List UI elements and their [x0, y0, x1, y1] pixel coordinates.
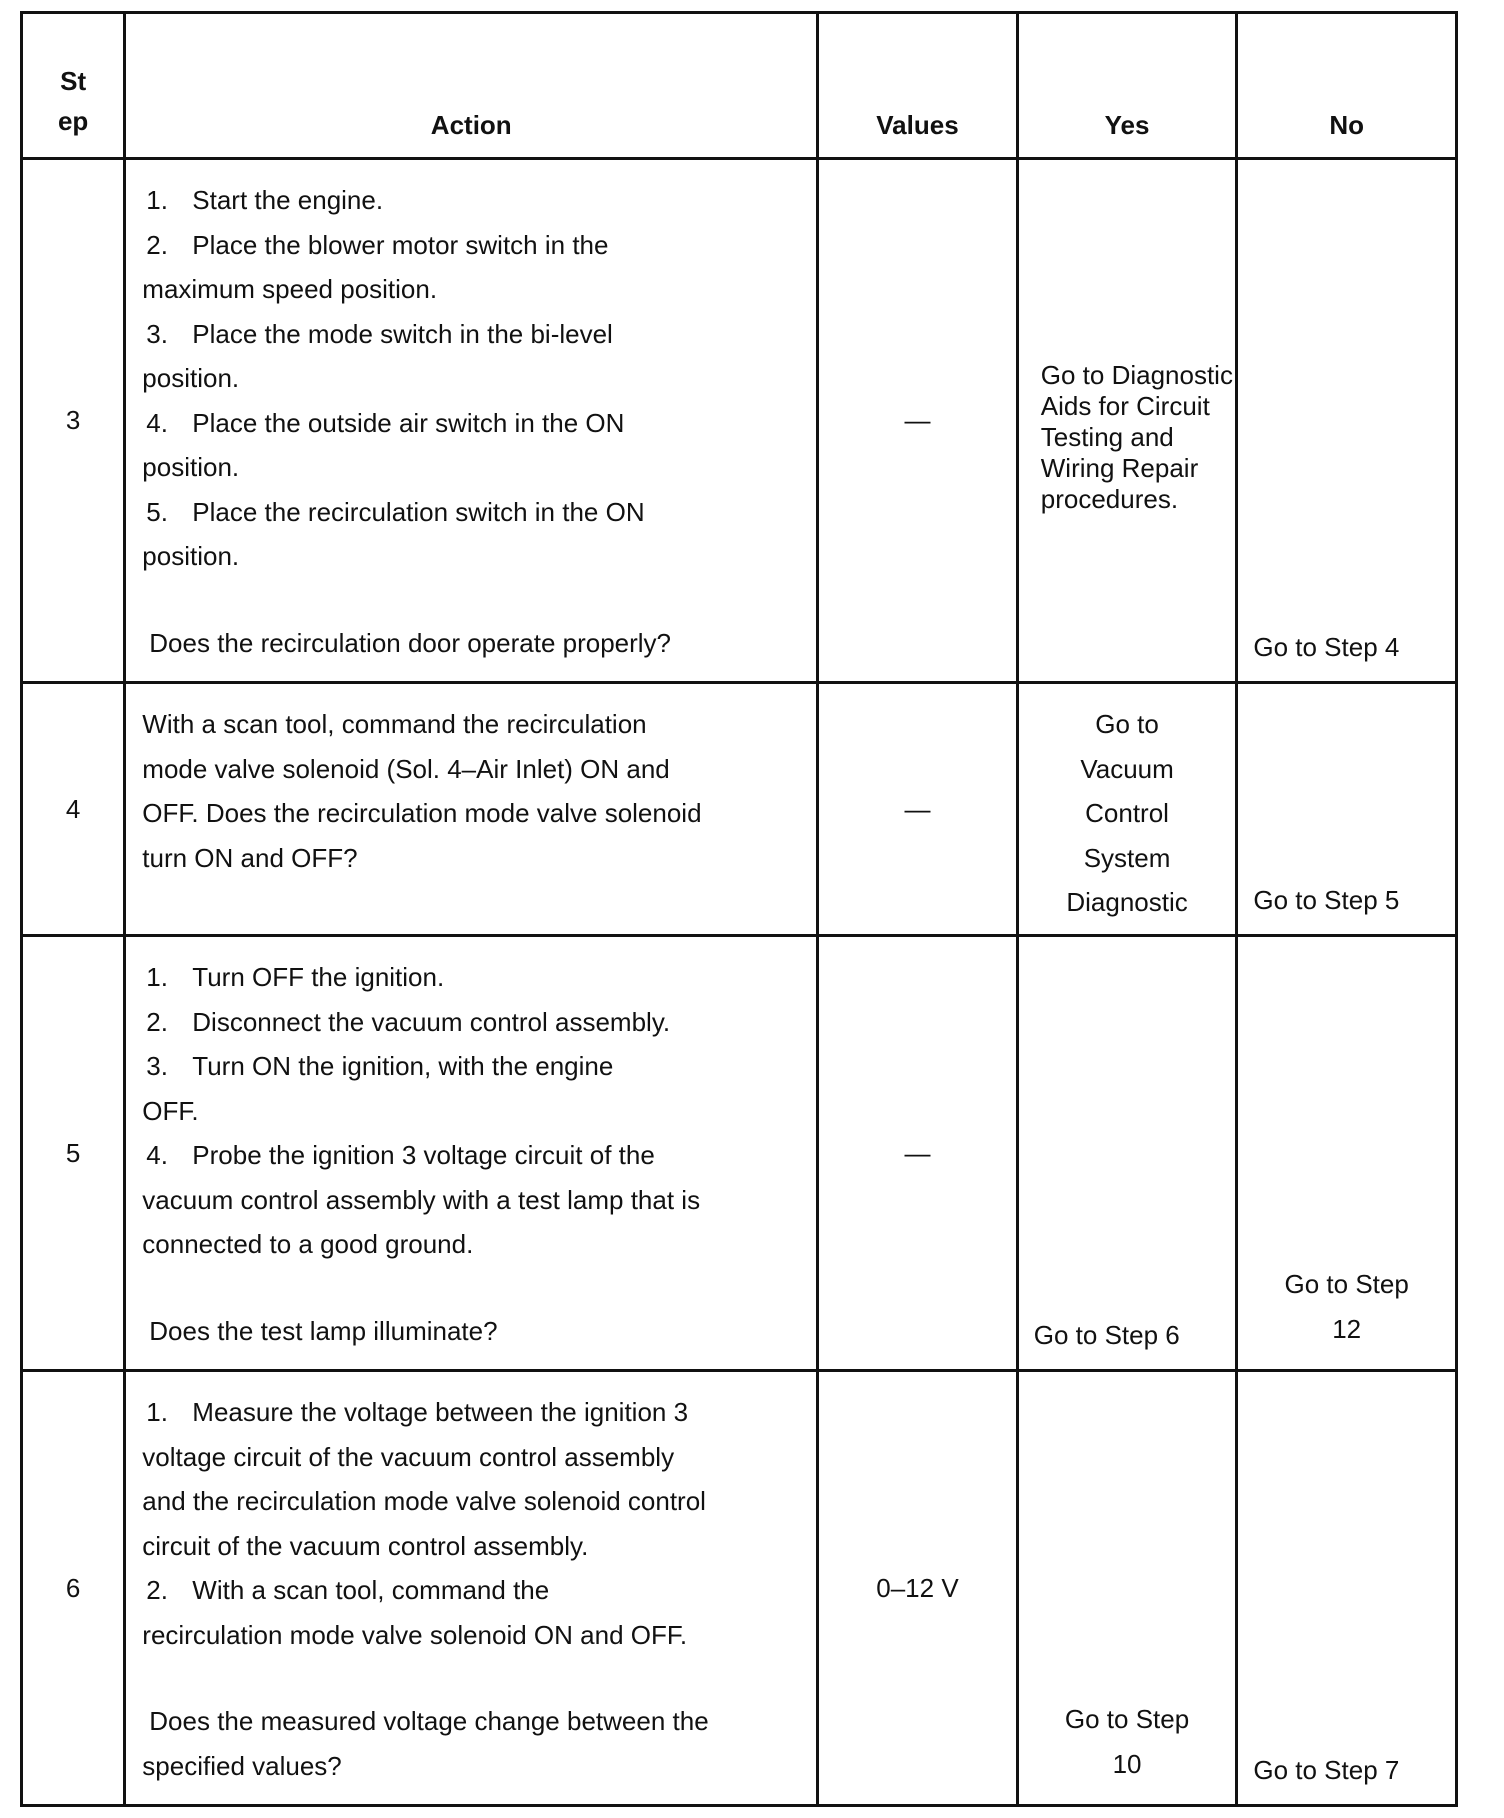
header-action: Action [125, 13, 818, 159]
no-cell [1237, 936, 1457, 1371]
table-row [22, 1371, 1457, 1806]
action-line: 1. Measure the voltage between the ignition 3 [146, 1397, 689, 1427]
action-line: 2. Disconnect the vacuum control assembly. [146, 1006, 671, 1037]
yes-cell [1017, 1371, 1237, 1806]
header-step-line-2: ep [57, 106, 89, 136]
action-line: With a scan tool, command the recirculation [142, 709, 647, 739]
no-cell [1237, 683, 1457, 936]
no-text: Go to Step 5 [1253, 885, 1400, 915]
yes-cell [1017, 683, 1237, 936]
step-number: 5 [22, 936, 125, 1371]
step-number: 6 [22, 1371, 125, 1806]
no-cell [1237, 159, 1457, 683]
no-text: Go to Step 7 [1253, 1755, 1400, 1785]
table-row [22, 683, 1457, 936]
yes-cell [1017, 936, 1237, 1371]
yes-text: Go to Diagnostic Aids for Circuit Testing and Wiring Repair procedures. [1040, 360, 1233, 514]
action-line: 2. With a scan tool, command the [146, 1575, 550, 1605]
action-line: 3. Place the mode switch in the bi-level [146, 318, 613, 349]
step-number: 4 [22, 683, 125, 936]
yes-text: Go to Step 6 [1033, 1320, 1180, 1350]
header-values: Values [818, 13, 1018, 159]
action-cell [125, 1371, 818, 1806]
values-cell: — [818, 683, 1018, 936]
action-line: 2. Place the blower motor switch in the [146, 229, 609, 260]
header-row [22, 13, 1457, 159]
no-cell [1237, 1371, 1457, 1806]
action-line: 4. Place the outside air switch in the ON [146, 407, 625, 438]
action-line: voltage circuit of the vacuum control assembly [142, 1441, 675, 1472]
action-line: turn ON and OFF? [142, 842, 358, 873]
diagnostic-table [20, 11, 1458, 1807]
action-line: position. [142, 452, 240, 482]
action-cell [125, 159, 818, 683]
action-line: vacuum control assembly with a test lamp that is [142, 1184, 701, 1215]
action-line: mode valve solenoid (Sol. 4–Air Inlet) ON and [142, 753, 670, 784]
action-line: 4. Probe the ignition 3 voltage circuit of the [146, 1140, 655, 1170]
action-line: maximum speed position. [142, 274, 438, 304]
action-line: and the recirculation mode valve solenoid control [142, 1486, 706, 1516]
action-line: 1. Start the engine. [146, 185, 384, 215]
yes-text: Go to Vacuum Control System Diagnostic [1066, 709, 1188, 917]
action-line: OFF. Does the recirculation mode valve solenoid [142, 798, 702, 828]
action-line: OFF. [142, 1095, 199, 1126]
action-line: circuit of the vacuum control assembly. [142, 1530, 589, 1561]
action-line: 3. Turn ON the ignition, with the engine [146, 1051, 614, 1081]
table-row [22, 159, 1457, 683]
values-cell: — [818, 159, 1018, 683]
header-step-line-1: St [60, 66, 87, 96]
no-text: Go to Step 4 [1253, 632, 1400, 662]
step-number: 3 [22, 159, 125, 683]
values-cell: — [818, 936, 1018, 1371]
action-question: Does the recirculation door operate properly? [149, 627, 672, 658]
header-yes: Yes [1017, 13, 1237, 159]
action-line: position. [142, 363, 240, 393]
yes-text: Go to Step 10 [1064, 1704, 1190, 1779]
action-line: position. [142, 541, 240, 571]
action-question: Does the measured voltage change between the specified values? [142, 1706, 709, 1781]
action-line: connected to a good ground. [142, 1229, 474, 1259]
no-text: Go to Step 12 [1284, 1269, 1409, 1344]
action-cell [125, 683, 818, 936]
action-cell [125, 936, 818, 1371]
yes-cell [1017, 159, 1237, 683]
action-line: 1. Turn OFF the ignition. [146, 962, 445, 992]
header-step [22, 13, 125, 159]
header-no: No [1237, 13, 1457, 159]
values-cell: 0–12 V [818, 1371, 1018, 1806]
action-line: 5. Place the recirculation switch in the ON [146, 496, 645, 527]
action-line: recirculation mode valve solenoid ON and OFF. [142, 1619, 688, 1650]
table-row [22, 936, 1457, 1371]
action-question: Does the test lamp illuminate? [149, 1315, 498, 1346]
